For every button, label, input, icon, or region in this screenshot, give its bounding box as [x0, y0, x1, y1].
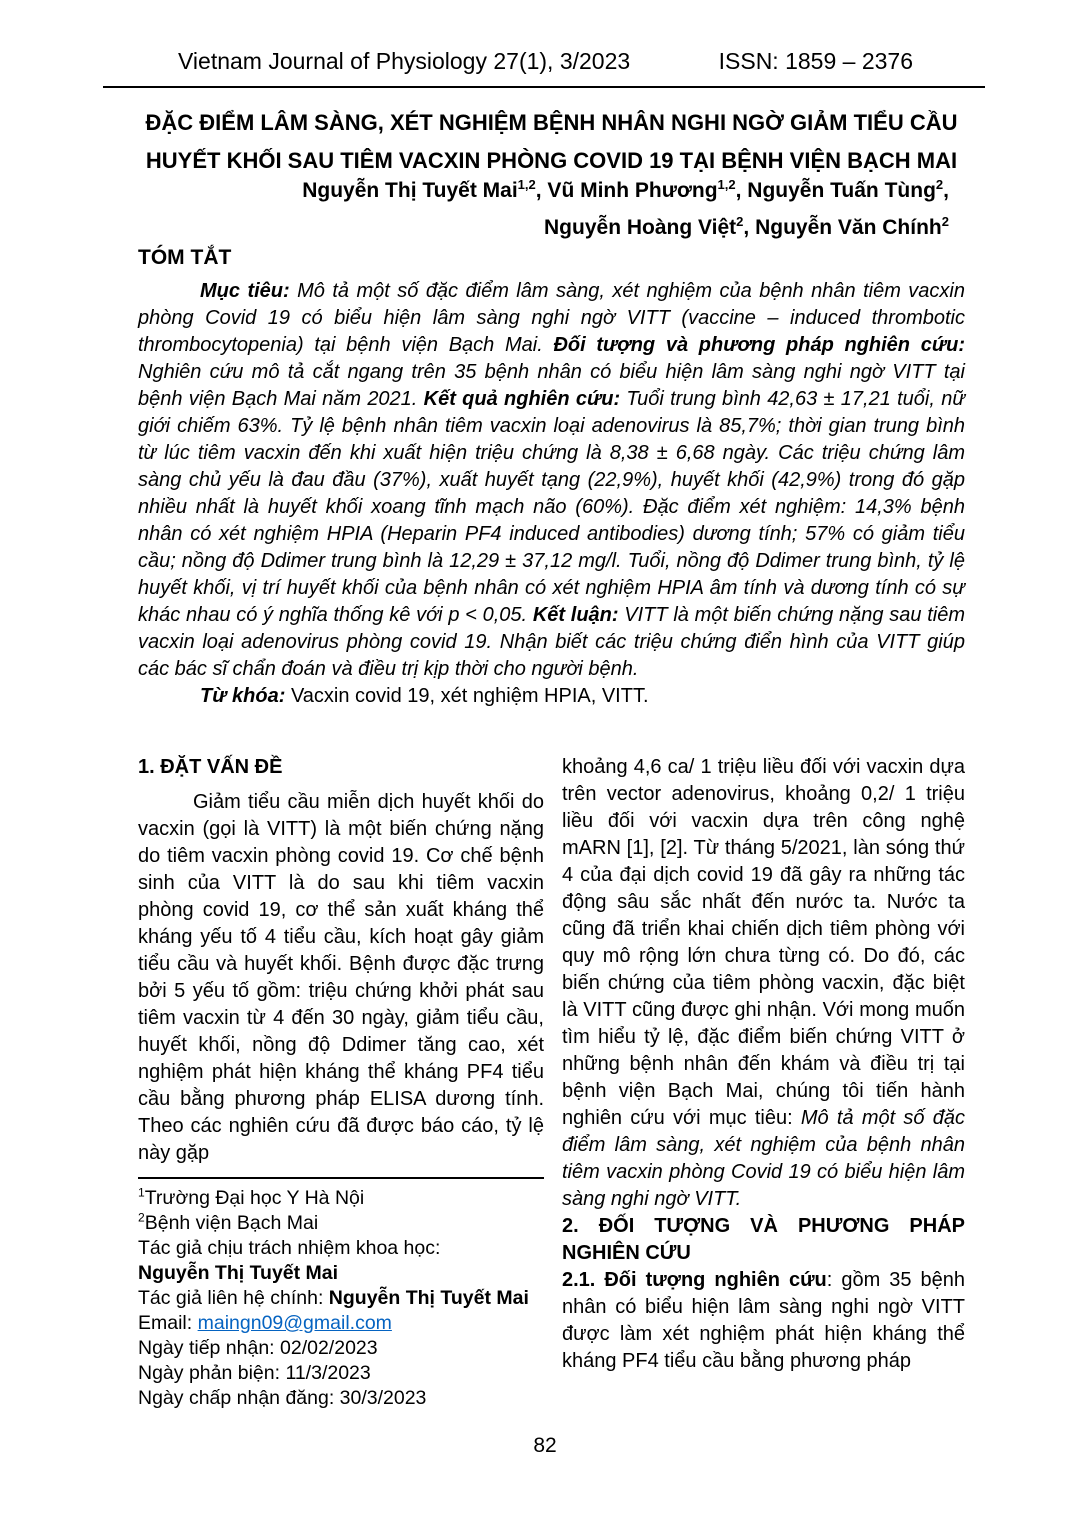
right-column [562, 754, 965, 1411]
article-title-line-1: ĐẶC ĐIỂM LÂM SÀNG, XÉT NGHIỆM BỆNH NHÂN NGHI NGỜ GIẢM TIỂU CẦU [145, 110, 958, 135]
abstract-block [138, 278, 965, 710]
accepted-date: Ngày chấp nhận đăng: 30/3/2023 [138, 1387, 427, 1409]
two-column-body [138, 754, 965, 1411]
responsible-author-name: Nguyễn Thị Tuyết Mai [138, 1262, 339, 1284]
contact-author-name: Nguyễn Thị Tuyết Mai [328, 1287, 529, 1309]
responsible-author-label: Tác giả chịu trách nhiệm khoa học: [138, 1237, 441, 1259]
affiliation-1-text: Trường Đại học Y Hà Nội [144, 1187, 365, 1209]
journal-issn: ISSN: 1859 – 2376 [718, 48, 913, 74]
email-label: Email: [138, 1312, 198, 1334]
abstract-heading: TÓM TẮT [138, 246, 232, 269]
authors-line-1: Nguyễn Thị Tuyết Mai$^{1,2}$, Vũ Minh Phương$^{1,2}$, Nguyễn Tuấn Tùng$^2$, [302, 177, 949, 202]
authors-line-2: Nguyễn Hoàng Việt$^2$, Nguyễn Văn Chính$^2$ [544, 214, 949, 239]
article-title [138, 104, 965, 180]
section-heading-intro: 1. ĐẶT VẤN ĐỀ [138, 756, 283, 778]
footnotes-block [138, 1177, 544, 1411]
received-date: Ngày tiếp nhận: 02/02/2023 [138, 1337, 378, 1359]
affiliation-2-text: Bệnh viện Bạch Mai [144, 1212, 319, 1234]
contact-author-label: Tác giả liên hệ chính: [138, 1287, 329, 1309]
intro-continuation-paragraph: khoảng 4,6 ca/ 1 triệu liều đối với vacxin dựa trên vector adenovirus, khoảng 0,2/ 1 triệu liều đối với vacxin dựa trên công nghệ mARN [1], [2]. Từ tháng 5/2021, làn sóng thứ 4 của đại dịch covid 19 đã gây ra những tác động sâu sắc nhất đến nước ta. Nước ta cũng đã triển khai chiến dịch tiêm phòng với quy mô rộng lớn chưa từng có. Do đó, các biến chứng của tiêm phòng vacxin, đặc biệt là VITT cũng được ghi nhận. Với mong muốn tìm hiểu tỷ lệ, đặc điểm biến chứng VITT ở những bệnh nhân đến khám và điều trị tại bệnh viện Bạch Mai, chúng tôi tiến hành nghiên cứu với mục tiêu: Mô tả một số đặc điểm lâm sàng, xét nghiệm của bệnh nhân tiêm vacxin phòng Covid 19 có biểu hiện lâm sàng nghi ngờ VITT. [562, 756, 965, 1210]
email-link[interactable]: maingn09@gmail.com [197, 1312, 392, 1334]
affiliation-2-sup: 2 [138, 1210, 145, 1225]
section-heading-methods: 2. ĐỐI TƯỢNG VÀ PHƯƠNG PHÁP NGHIÊN CỨU [562, 1215, 965, 1264]
authors-block [138, 172, 949, 246]
journal-name: Vietnam Journal of Physiology 27(1), 3/2023 [178, 48, 631, 74]
abstract-keywords: Từ khóa: Vacxin covid 19, xét nghiệm HPIA, VITT. [200, 685, 649, 707]
page-number: 82 [533, 1434, 557, 1457]
affiliation-1-sup: 1 [138, 1185, 145, 1200]
journal-header [103, 48, 985, 88]
abstract-paragraph: Mục tiêu: Mô tả một số đặc điểm lâm sàng, xét nghiệm của bệnh nhân tiêm vacxin phòng Covid 19 có biểu hiện lâm sàng nghi ngờ VITT (vaccine – induced thrombotic thrombocytopenia) tại bệnh viện Bạch Mai. Đối tượng và phương pháp nghiên cứu: Nghiên cứu mô tả cắt ngang trên 35 bệnh nhân có biểu hiện lâm sàng nghi ngờ VITT tại bệnh viện Bạch Mai năm 2021. Kết quả nghiên cứu: Tuổi trung bình 42,63 ± 17,21 tuổi, nữ giới chiếm 63%. Tỷ lệ bệnh nhân tiêm vacxin loại adenovirus là 85,7%; thời gian trung bình từ lúc tiêm vacxin đến khi xuất hiện triệu chứng là 8,38 ± 6,68 ngày. Các triệu chứng lâm sàng chủ yếu là đau đầu (37%), xuất huyết tạng (22,9%), huyết khối (42,9%) trong đó gặp nhiều nhất là huyết khối xoang tĩnh mạch não (60%). Đặc điểm xét nghiệm: 14,3% bệnh nhân có xét nghiệm HPIA (Heparin PF4 induced antibodies) dương tính; 57% có giảm tiểu cầu; nồng độ Ddimer trung bình là 12,29 ± 37,12 mg/l. Tuổi, nồng độ Ddimer trung bình, tỷ lệ huyết khối, vị trí huyết khối của bệnh nhân có xét nghiệm HPIA âm tính và dương tính có sự khác nhau có ý nghĩa thống kê với p < 0,05. Kết luận: VITT là một biến chứng nặng sau tiêm vacxin loại adenovirus phòng covid 19. Nhận biết các triệu chứng điển hình của VITT giúp các bác sĩ chẩn đoán và điều trị kịp thời cho người bệnh. [138, 280, 965, 680]
left-column [138, 754, 544, 1411]
reviewed-date: Ngày phản biện: 11/3/2023 [138, 1362, 371, 1384]
email-line [138, 1311, 544, 1336]
contact-author-line [138, 1286, 544, 1311]
intro-paragraph: Giảm tiểu cầu miễn dịch huyết khối do vacxin (gọi là VITT) là một biến chứng nặng do tiêm vacxin phòng covid 19. Cơ chế bệnh sinh của VITT là do sau khi tiêm vacxin phòng covid 19, cơ thể sản xuất kháng thể kháng yếu tố 4 tiểu cầu, kích hoạt gây giảm tiểu cầu và huyết khối. Bệnh được đặc trưng bởi 5 yếu tố gồm: triệu chứng khởi phát sau tiêm vacxin từ 4 đến 30 ngày, giảm tiểu cầu, huyết khối, nồng độ Ddimer tăng cao, xét nghiệm phát hiện kháng thể kháng PF4 tiểu cầu bằng phương pháp ELISA dương tính. Theo các nghiên cứu đã được báo cáo, tỷ lệ này gặp [138, 791, 544, 1164]
methods-paragraph: 2.1. Đối tượng nghiên cứu: gồm 35 bệnh nhân có biểu hiện lâm sàng nghi ngờ VITT được làm xét nghiệm phát hiện kháng thể kháng PF4 tiểu cầu bằng phương pháp [562, 1269, 966, 1372]
affiliation-1 [138, 1186, 544, 1211]
article-title-line-2: HUYẾT KHỐI SAU TIÊM VACXIN PHÒNG COVID 19 TẠI BỆNH VIỆN BẠCH MAI [145, 148, 958, 173]
affiliation-2 [138, 1211, 544, 1236]
